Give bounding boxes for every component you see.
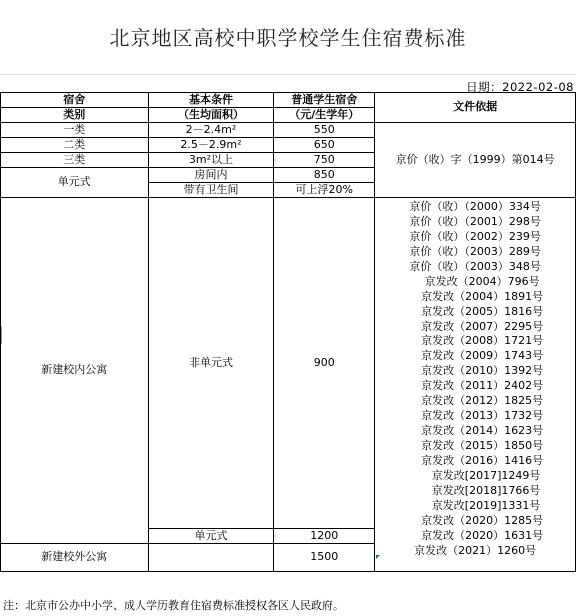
document-item: 京价（收）（2003）289号 bbox=[409, 244, 541, 258]
date-label: 日期：2022-02-08 bbox=[466, 80, 574, 94]
sheet-gridline bbox=[0, 74, 576, 75]
document-item: 京发改（2007）2295号 bbox=[421, 319, 544, 333]
document-item: 京发改（2011）2402号 bbox=[421, 379, 544, 393]
price-cell: 650 bbox=[274, 138, 375, 153]
document-item: 京发改（2005）1816号 bbox=[421, 304, 544, 318]
document-item: 京发改[2018]1766号 bbox=[431, 483, 541, 497]
type-cell-unit: 单元式 bbox=[1, 168, 149, 198]
price-cell: 可上浮20% bbox=[274, 183, 375, 198]
type-cell: 二类 bbox=[1, 138, 149, 153]
document-item: 京价（收）（2000）334号 bbox=[409, 200, 541, 213]
doc-cell-1999: 京价（收）字（1999）第014号 bbox=[375, 123, 576, 198]
document-item: 京发改（2004）1891号 bbox=[421, 289, 544, 303]
header-cond-line1: 基本条件 bbox=[148, 93, 274, 108]
doc-list-cell bbox=[375, 198, 576, 572]
price-cell-offcampus: 1500 bbox=[274, 544, 375, 572]
document-item: 京发改（2020）1631号 bbox=[421, 528, 544, 542]
type-cell-offcampus: 新建校外公寓 bbox=[1, 544, 149, 572]
price-cell-unit: 1200 bbox=[274, 529, 375, 544]
document-item: 京价（收）（2002）239号 bbox=[409, 229, 541, 243]
document-item: 京发改（2009）1743号 bbox=[421, 349, 544, 363]
page-title: 北京地区高校中职学校学生住宿费标准 bbox=[109, 26, 467, 50]
document-item: 京发改（2016）1416号 bbox=[421, 453, 544, 467]
header-price-line2: （元/生学年） bbox=[274, 108, 375, 123]
document-list bbox=[375, 199, 575, 558]
document-item: 京发改（2015）1850号 bbox=[421, 439, 544, 452]
document-item: 京发改（2014）1623号 bbox=[421, 424, 544, 438]
document-item: 京发改（2020）1285号 bbox=[421, 513, 544, 527]
document-item: 京发改（2012）1825号 bbox=[421, 394, 544, 408]
cond-cell: 3m²以上 bbox=[148, 153, 274, 168]
fee-table bbox=[0, 92, 576, 572]
cell-comment-marker bbox=[376, 555, 380, 559]
cond-cell-non-unit: 非单元式 bbox=[148, 198, 274, 529]
price-cell: 850 bbox=[274, 168, 375, 183]
document-item: 京发改[2019]1331号 bbox=[431, 498, 541, 512]
type-cell: 一类 bbox=[1, 123, 149, 138]
cond-cell: 2.5－2.9m² bbox=[148, 138, 274, 153]
price-cell: 750 bbox=[274, 153, 375, 168]
document-item: 京发改（2021）1260号 bbox=[414, 543, 537, 557]
header-cond-line2: （生均面积） bbox=[148, 108, 274, 123]
price-cell-non-unit: 900 bbox=[274, 198, 375, 529]
cond-cell: 2－2.4m² bbox=[148, 123, 274, 138]
cond-cell-unit: 单元式 bbox=[148, 529, 274, 544]
document-item: 京发改（2013）1732号 bbox=[421, 409, 544, 423]
footnote: 注：北京市公办中小学、成人学历教育住宿费标准授权各区人民政府。 bbox=[3, 599, 344, 612]
header-price-line1: 普通学生宿舍 bbox=[274, 93, 375, 108]
header-doc: 文件依据 bbox=[375, 93, 576, 123]
price-cell: 550 bbox=[274, 123, 375, 138]
header-type-line1: 宿舍 bbox=[1, 93, 149, 108]
document-item: 京价（收）（2003）348号 bbox=[409, 259, 541, 273]
document-item: 京发改（2008）1721号 bbox=[421, 334, 544, 348]
cond-cell: 带有卫生间 bbox=[148, 183, 274, 198]
cond-cell: 房间内 bbox=[148, 168, 274, 183]
type-cell: 三类 bbox=[1, 153, 149, 168]
type-cell-campus: 新建校内公寓 bbox=[1, 198, 149, 544]
cond-cell-offcampus bbox=[148, 544, 274, 572]
document-item: 京发改（2004）796号 bbox=[424, 274, 540, 288]
header-type-line2: 类别 bbox=[1, 108, 149, 123]
document-item: 京发改（2010）1392号 bbox=[421, 364, 544, 378]
document-item: 京价（收）（2001）298号 bbox=[409, 214, 541, 228]
document-item: 京发改[2017]1249号 bbox=[431, 468, 541, 482]
